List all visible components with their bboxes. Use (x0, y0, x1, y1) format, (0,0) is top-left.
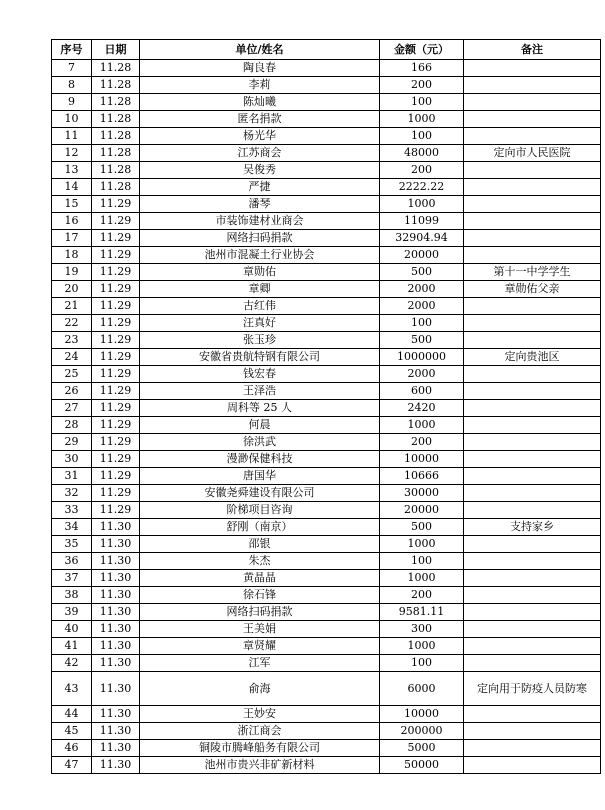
cell-donor: 徐石锋 (140, 587, 380, 604)
cell-date: 11.29 (92, 417, 140, 434)
cell-note (464, 706, 601, 723)
table-row (52, 672, 601, 706)
cell-note: 定向用于防疫人员防寒 (464, 672, 601, 706)
cell-date: 11.30 (92, 672, 140, 706)
cell-serial: 18 (52, 247, 92, 264)
cell-note (464, 77, 601, 94)
cell-donor: 池州市混凝土行业协会 (140, 247, 380, 264)
cell-serial: 23 (52, 332, 92, 349)
cell-amount: 2000 (380, 281, 464, 298)
cell-donor: 匿名捐款 (140, 111, 380, 128)
cell-donor: 王泽浩 (140, 383, 380, 400)
cell-amount: 10000 (380, 451, 464, 468)
cell-amount: 1000 (380, 196, 464, 213)
table-row (52, 536, 601, 553)
cell-amount: 5000 (380, 740, 464, 757)
cell-note (464, 315, 601, 332)
table-row (52, 111, 601, 128)
cell-note (464, 111, 601, 128)
cell-serial: 40 (52, 621, 92, 638)
table-row (52, 655, 601, 672)
cell-date: 11.29 (92, 468, 140, 485)
cell-donor: 市装饰建材业商会 (140, 213, 380, 230)
cell-amount: 500 (380, 264, 464, 281)
cell-amount: 1000 (380, 417, 464, 434)
cell-donor: 王美娟 (140, 621, 380, 638)
cell-serial: 42 (52, 655, 92, 672)
cell-amount: 32904.94 (380, 230, 464, 247)
cell-donor: 江军 (140, 655, 380, 672)
cell-serial: 36 (52, 553, 92, 570)
cell-amount: 500 (380, 519, 464, 536)
cell-serial: 9 (52, 94, 92, 111)
cell-donor: 张玉珍 (140, 332, 380, 349)
cell-serial: 47 (52, 757, 92, 774)
table-row (52, 247, 601, 264)
cell-donor: 吴俊秀 (140, 162, 380, 179)
cell-amount: 200 (380, 587, 464, 604)
cell-date: 11.29 (92, 196, 140, 213)
table-row (52, 179, 601, 196)
cell-amount: 2420 (380, 400, 464, 417)
cell-note (464, 332, 601, 349)
cell-date: 11.30 (92, 655, 140, 672)
cell-amount: 10000 (380, 706, 464, 723)
cell-note: 定向市人民医院 (464, 145, 601, 162)
cell-amount: 100 (380, 315, 464, 332)
cell-note (464, 417, 601, 434)
cell-note (464, 570, 601, 587)
table-row (52, 519, 601, 536)
cell-amount: 200000 (380, 723, 464, 740)
cell-serial: 15 (52, 196, 92, 213)
table-row (52, 638, 601, 655)
cell-donor: 俞海 (140, 672, 380, 706)
cell-amount: 100 (380, 94, 464, 111)
cell-donor: 邵银 (140, 536, 380, 553)
table-row (52, 604, 601, 621)
table-row (52, 553, 601, 570)
donation-table (51, 39, 601, 774)
cell-serial: 44 (52, 706, 92, 723)
cell-note (464, 587, 601, 604)
cell-date: 11.30 (92, 621, 140, 638)
cell-donor: 徐洪武 (140, 434, 380, 451)
cell-donor: 汪真好 (140, 315, 380, 332)
table-row (52, 128, 601, 145)
cell-date: 11.29 (92, 332, 140, 349)
cell-donor: 黄晶晶 (140, 570, 380, 587)
table-row (52, 281, 601, 298)
cell-date: 11.28 (92, 77, 140, 94)
cell-serial: 32 (52, 485, 92, 502)
cell-date: 11.29 (92, 264, 140, 281)
cell-note: 支持家乡 (464, 519, 601, 536)
table-row (52, 196, 601, 213)
cell-note (464, 451, 601, 468)
cell-serial: 28 (52, 417, 92, 434)
cell-note (464, 740, 601, 757)
cell-note (464, 553, 601, 570)
cell-amount: 100 (380, 128, 464, 145)
table-row (52, 332, 601, 349)
cell-amount: 100 (380, 553, 464, 570)
cell-serial: 38 (52, 587, 92, 604)
cell-donor: 陶良春 (140, 60, 380, 77)
cell-note (464, 621, 601, 638)
cell-date: 11.28 (92, 162, 140, 179)
table-header-row (52, 40, 601, 60)
cell-date: 11.29 (92, 247, 140, 264)
cell-serial: 14 (52, 179, 92, 196)
cell-date: 11.29 (92, 349, 140, 366)
table-body (52, 60, 601, 774)
cell-note (464, 213, 601, 230)
table-row (52, 570, 601, 587)
table-row (52, 757, 601, 774)
cell-note (464, 179, 601, 196)
cell-date: 11.30 (92, 706, 140, 723)
cell-serial: 7 (52, 60, 92, 77)
cell-serial: 39 (52, 604, 92, 621)
cell-amount: 20000 (380, 502, 464, 519)
cell-date: 11.29 (92, 230, 140, 247)
table-row (52, 723, 601, 740)
table-row (52, 264, 601, 281)
cell-date: 11.30 (92, 519, 140, 536)
cell-donor: 钱宏春 (140, 366, 380, 383)
cell-serial: 8 (52, 77, 92, 94)
cell-note (464, 468, 601, 485)
cell-amount: 20000 (380, 247, 464, 264)
header-serial: 序号 (52, 40, 92, 60)
table-row (52, 94, 601, 111)
cell-serial: 24 (52, 349, 92, 366)
cell-serial: 21 (52, 298, 92, 315)
cell-serial: 33 (52, 502, 92, 519)
cell-amount: 50000 (380, 757, 464, 774)
cell-amount: 1000 (380, 536, 464, 553)
table-row (52, 298, 601, 315)
cell-donor: 漫渺保健科技 (140, 451, 380, 468)
table-row (52, 349, 601, 366)
table-row (52, 485, 601, 502)
table-row (52, 706, 601, 723)
cell-serial: 37 (52, 570, 92, 587)
cell-note (464, 502, 601, 519)
cell-serial: 11 (52, 128, 92, 145)
cell-note (464, 638, 601, 655)
cell-donor: 阶梯项目咨询 (140, 502, 380, 519)
cell-donor: 章贤耀 (140, 638, 380, 655)
cell-date: 11.30 (92, 723, 140, 740)
cell-note (464, 604, 601, 621)
cell-amount: 600 (380, 383, 464, 400)
table-row (52, 400, 601, 417)
cell-amount: 200 (380, 162, 464, 179)
cell-serial: 35 (52, 536, 92, 553)
cell-note (464, 60, 601, 77)
cell-serial: 34 (52, 519, 92, 536)
cell-donor: 网络扫码捐款 (140, 230, 380, 247)
cell-date: 11.29 (92, 298, 140, 315)
table-row (52, 383, 601, 400)
cell-date: 11.30 (92, 570, 140, 587)
cell-serial: 16 (52, 213, 92, 230)
cell-amount: 1000 (380, 111, 464, 128)
cell-amount: 1000 (380, 638, 464, 655)
cell-amount: 166 (380, 60, 464, 77)
cell-date: 11.28 (92, 179, 140, 196)
cell-date: 11.30 (92, 587, 140, 604)
cell-date: 11.29 (92, 315, 140, 332)
table-row (52, 77, 601, 94)
cell-amount: 2000 (380, 298, 464, 315)
table-row (52, 740, 601, 757)
cell-donor: 池州市贵兴非矿新材料 (140, 757, 380, 774)
cell-date: 11.28 (92, 145, 140, 162)
header-amount: 金额（元） (380, 40, 464, 60)
cell-amount: 2222.22 (380, 179, 464, 196)
table-row (52, 230, 601, 247)
cell-date: 11.29 (92, 485, 140, 502)
cell-note (464, 196, 601, 213)
cell-note: 定向贵池区 (464, 349, 601, 366)
table-row (52, 162, 601, 179)
cell-date: 11.30 (92, 536, 140, 553)
cell-amount: 1000000 (380, 349, 464, 366)
cell-donor: 潘琴 (140, 196, 380, 213)
cell-donor: 陈灿曦 (140, 94, 380, 111)
cell-date: 11.29 (92, 281, 140, 298)
cell-date: 11.29 (92, 213, 140, 230)
cell-note (464, 485, 601, 502)
cell-note: 章勋佑父亲 (464, 281, 601, 298)
cell-date: 11.30 (92, 757, 140, 774)
cell-amount: 200 (380, 77, 464, 94)
cell-amount: 500 (380, 332, 464, 349)
cell-serial: 19 (52, 264, 92, 281)
cell-note (464, 723, 601, 740)
table-row (52, 366, 601, 383)
cell-serial: 25 (52, 366, 92, 383)
cell-serial: 43 (52, 672, 92, 706)
cell-donor: 唐国华 (140, 468, 380, 485)
cell-serial: 30 (52, 451, 92, 468)
cell-donor: 严捷 (140, 179, 380, 196)
header-date: 日期 (92, 40, 140, 60)
cell-donor: 周科等 25 人 (140, 400, 380, 417)
cell-serial: 20 (52, 281, 92, 298)
cell-amount: 9581.11 (380, 604, 464, 621)
cell-donor: 浙江商会 (140, 723, 380, 740)
cell-note (464, 162, 601, 179)
cell-amount: 200 (380, 434, 464, 451)
cell-serial: 31 (52, 468, 92, 485)
cell-note (464, 298, 601, 315)
cell-amount: 6000 (380, 672, 464, 706)
cell-date: 11.28 (92, 60, 140, 77)
cell-date: 11.29 (92, 434, 140, 451)
cell-note (464, 366, 601, 383)
cell-donor: 朱杰 (140, 553, 380, 570)
cell-note (464, 757, 601, 774)
cell-donor: 李莉 (140, 77, 380, 94)
cell-note (464, 94, 601, 111)
cell-date: 11.30 (92, 553, 140, 570)
cell-date: 11.29 (92, 451, 140, 468)
cell-note (464, 434, 601, 451)
cell-note (464, 400, 601, 417)
cell-donor: 网络扫码捐款 (140, 604, 380, 621)
cell-serial: 26 (52, 383, 92, 400)
cell-note: 第十一中学学生 (464, 264, 601, 281)
cell-donor: 何晨 (140, 417, 380, 434)
cell-donor: 铜陵市腾峰船务有限公司 (140, 740, 380, 757)
cell-donor: 王妙安 (140, 706, 380, 723)
table-row (52, 145, 601, 162)
cell-date: 11.29 (92, 400, 140, 417)
cell-serial: 41 (52, 638, 92, 655)
cell-donor: 江苏商会 (140, 145, 380, 162)
table-row (52, 451, 601, 468)
cell-donor: 安徽省贵航特钢有限公司 (140, 349, 380, 366)
table-row (52, 587, 601, 604)
cell-amount: 10666 (380, 468, 464, 485)
cell-amount: 2000 (380, 366, 464, 383)
cell-serial: 45 (52, 723, 92, 740)
cell-amount: 11099 (380, 213, 464, 230)
cell-date: 11.30 (92, 740, 140, 757)
cell-date: 11.29 (92, 502, 140, 519)
cell-serial: 46 (52, 740, 92, 757)
cell-note (464, 383, 601, 400)
table-row (52, 468, 601, 485)
table-row (52, 213, 601, 230)
cell-note (464, 230, 601, 247)
cell-date: 11.29 (92, 383, 140, 400)
table-row (52, 621, 601, 638)
header-note: 备注 (464, 40, 601, 60)
cell-donor: 杨光华 (140, 128, 380, 145)
cell-serial: 10 (52, 111, 92, 128)
table-row (52, 60, 601, 77)
cell-date: 11.28 (92, 111, 140, 128)
cell-note (464, 536, 601, 553)
cell-donor: 安徽尧舜建设有限公司 (140, 485, 380, 502)
cell-donor: 舒刚（南京） (140, 519, 380, 536)
table-row (52, 417, 601, 434)
cell-serial: 12 (52, 145, 92, 162)
cell-date: 11.30 (92, 604, 140, 621)
cell-note (464, 128, 601, 145)
header-donor: 单位/姓名 (140, 40, 380, 60)
cell-amount: 30000 (380, 485, 464, 502)
cell-serial: 13 (52, 162, 92, 179)
table-row (52, 315, 601, 332)
cell-amount: 100 (380, 655, 464, 672)
cell-note (464, 247, 601, 264)
cell-donor: 章卿 (140, 281, 380, 298)
cell-amount: 300 (380, 621, 464, 638)
cell-amount: 48000 (380, 145, 464, 162)
cell-serial: 17 (52, 230, 92, 247)
cell-amount: 1000 (380, 570, 464, 587)
cell-donor: 古红伟 (140, 298, 380, 315)
table-row (52, 434, 601, 451)
cell-serial: 29 (52, 434, 92, 451)
cell-note (464, 655, 601, 672)
cell-serial: 27 (52, 400, 92, 417)
cell-date: 11.28 (92, 94, 140, 111)
table-row (52, 502, 601, 519)
cell-date: 11.28 (92, 128, 140, 145)
cell-date: 11.30 (92, 638, 140, 655)
cell-donor: 章勋佑 (140, 264, 380, 281)
cell-serial: 22 (52, 315, 92, 332)
cell-date: 11.29 (92, 366, 140, 383)
